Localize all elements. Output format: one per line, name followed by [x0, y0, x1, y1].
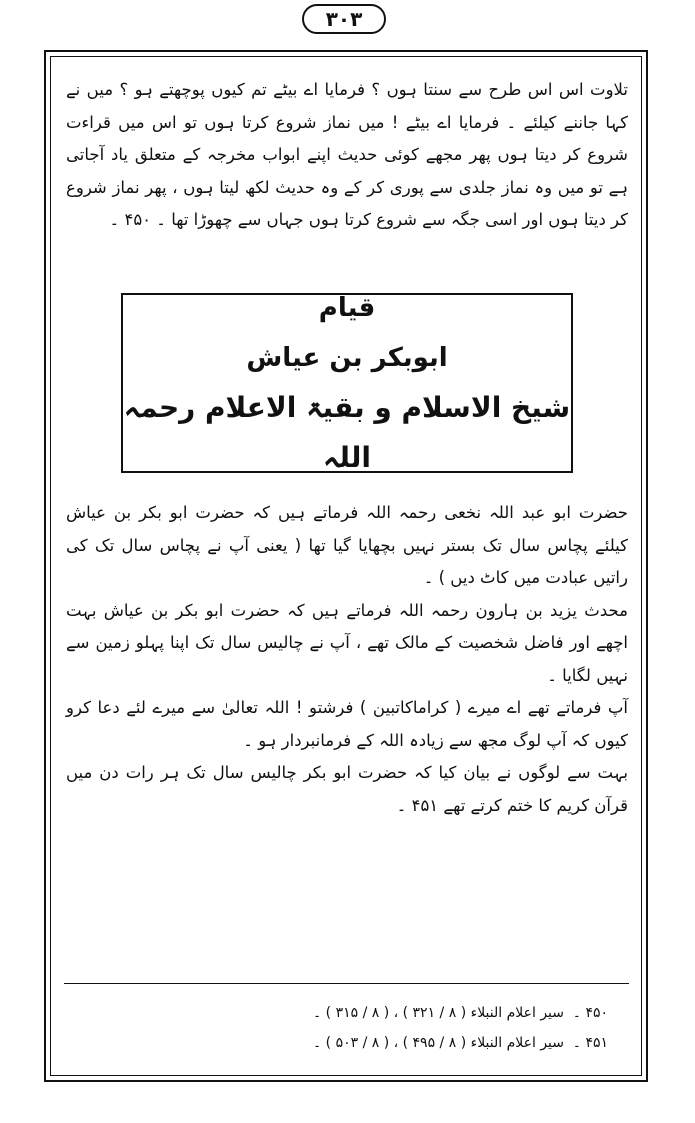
- title-line-name: ابوبکر بن عیاش: [246, 343, 448, 373]
- body-paragraph: محدث یزید بن ہارون رحمہ اللہ فرماتے ہیں کہ حضرت ابو بکر بن عیاش بہت اچھے اور فاضل شخصیت کے مالک تھے ، آپ نے چالیس سال تک اپنا پہلو زمین سے نہیں لگایا ۔: [66, 600, 628, 685]
- body-paragraph: حضرت ابو عبد اللہ نخعی رحمہ اللہ فرماتے ہیں کہ حضرت ابو بکر بن عیاش کیلئے پچاس سال تک بستر نہیں بچھایا گیا تھا ( یعنی آپ نے پچاس سال تک کی راتیں عبادت میں کاٹ دیں ) ۔: [66, 503, 628, 587]
- body-paragraph: بہت سے لوگوں نے بیان کیا کہ حضرت ابو بکر چالیس سال تک ہر رات دن میں قرآن کریم کا ختم کرتے تھے ۴۵۱ ۔: [66, 763, 628, 815]
- footnote-line: [240, 998, 608, 1028]
- intro-paragraph-block: [66, 74, 628, 237]
- footnote-number: ۴۵۱ ۔: [572, 1035, 608, 1051]
- footnote-line: [240, 1028, 608, 1058]
- title-line-qiyam: قیام: [318, 293, 376, 323]
- body-paragraph: آپ فرماتے تھے اے میرے ( کراماکاتبین ) فرشتو ! اللہ تعالیٰ سے میرے لئے دعا کرو کیوں کہ آپ لوگ مجھ سے زیادہ اللہ کے فرمانبردار ہو ۔: [66, 698, 628, 750]
- footnote-divider: [64, 983, 629, 984]
- body-text-block: [66, 497, 628, 822]
- title-line-honorific: شیخ الاسلام و بقیۃ الاعلام رحمہ اللہ: [123, 391, 571, 474]
- footnote-text: سیر اعلام النبلاء ( ۸ / ۴۹۵ ) ، ( ۸ / ۵۰۳ ) ۔: [312, 1035, 564, 1051]
- footnote-text: سیر اعلام النبلاء ( ۸ / ۳۲۱ ) ، ( ۸ / ۳۱۵ ) ۔: [312, 1005, 564, 1021]
- title-box: [121, 293, 573, 473]
- page-number: ۳۰۳: [302, 4, 386, 34]
- footnotes: [240, 998, 608, 1058]
- footnote-number: ۴۵۰ ۔: [572, 1005, 608, 1021]
- intro-paragraph: تلاوت اس اس طرح سے سنتا ہوں ؟ فرمایا اے بیٹے تم کیوں پوچھتے ہو ؟ میں نے کہا جاننے کیلئے ۔ فرمایا اے بیٹے ! میں نماز شروع کرتا ہوں تو اس میں قراءت شروع کر دیتا ہوں پھر مجھے کوئی حدیث اپنے ابواب مخرجہ کے متعلق یاد آجاتی ہے تو میں وہ نماز جلدی سے پوری کر کے وہ حدیث لکھ لیتا ہوں ، پھر نماز شروع کر دیتا ہوں اور اسی جگہ سے شروع کرتا ہوں جہاں سے چھوڑا تھا ۔ ۴۵۰ ۔: [66, 80, 628, 229]
